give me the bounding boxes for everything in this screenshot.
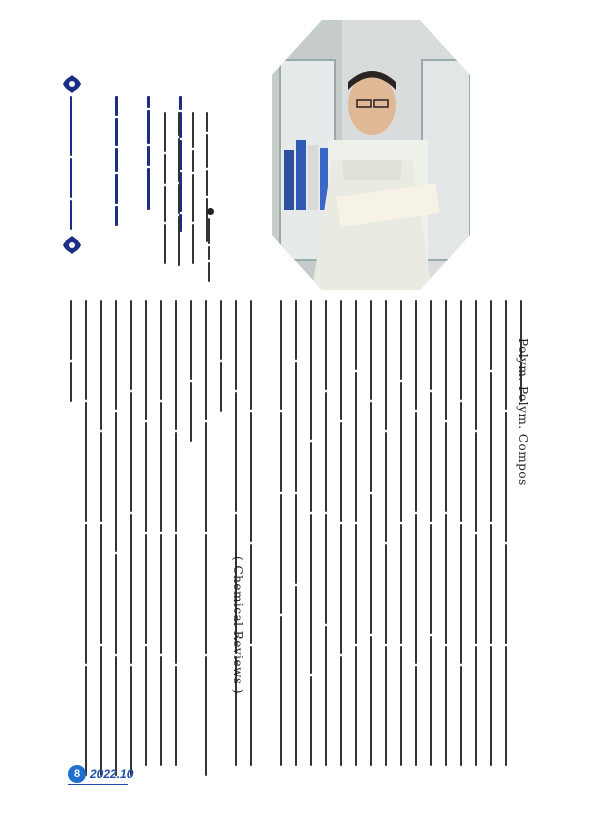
bullet-caption [204, 218, 216, 290]
page-footer [68, 765, 133, 783]
body-column-right [276, 300, 538, 780]
footer-rule [68, 784, 128, 785]
portrait-photo [272, 20, 470, 290]
issue-date: 2022.10 [90, 767, 134, 781]
mongolian-ornament-icon [62, 235, 82, 255]
mongolian-ornament-icon [62, 74, 82, 94]
polymer-journal-name: Polym. Polym. Compos [516, 338, 530, 486]
chemical-reviews-name: ( Chemical Reviews ) [231, 556, 245, 695]
body-column-left [66, 300, 262, 780]
page-number: 8 [68, 765, 86, 783]
bullet-icon [207, 208, 214, 215]
